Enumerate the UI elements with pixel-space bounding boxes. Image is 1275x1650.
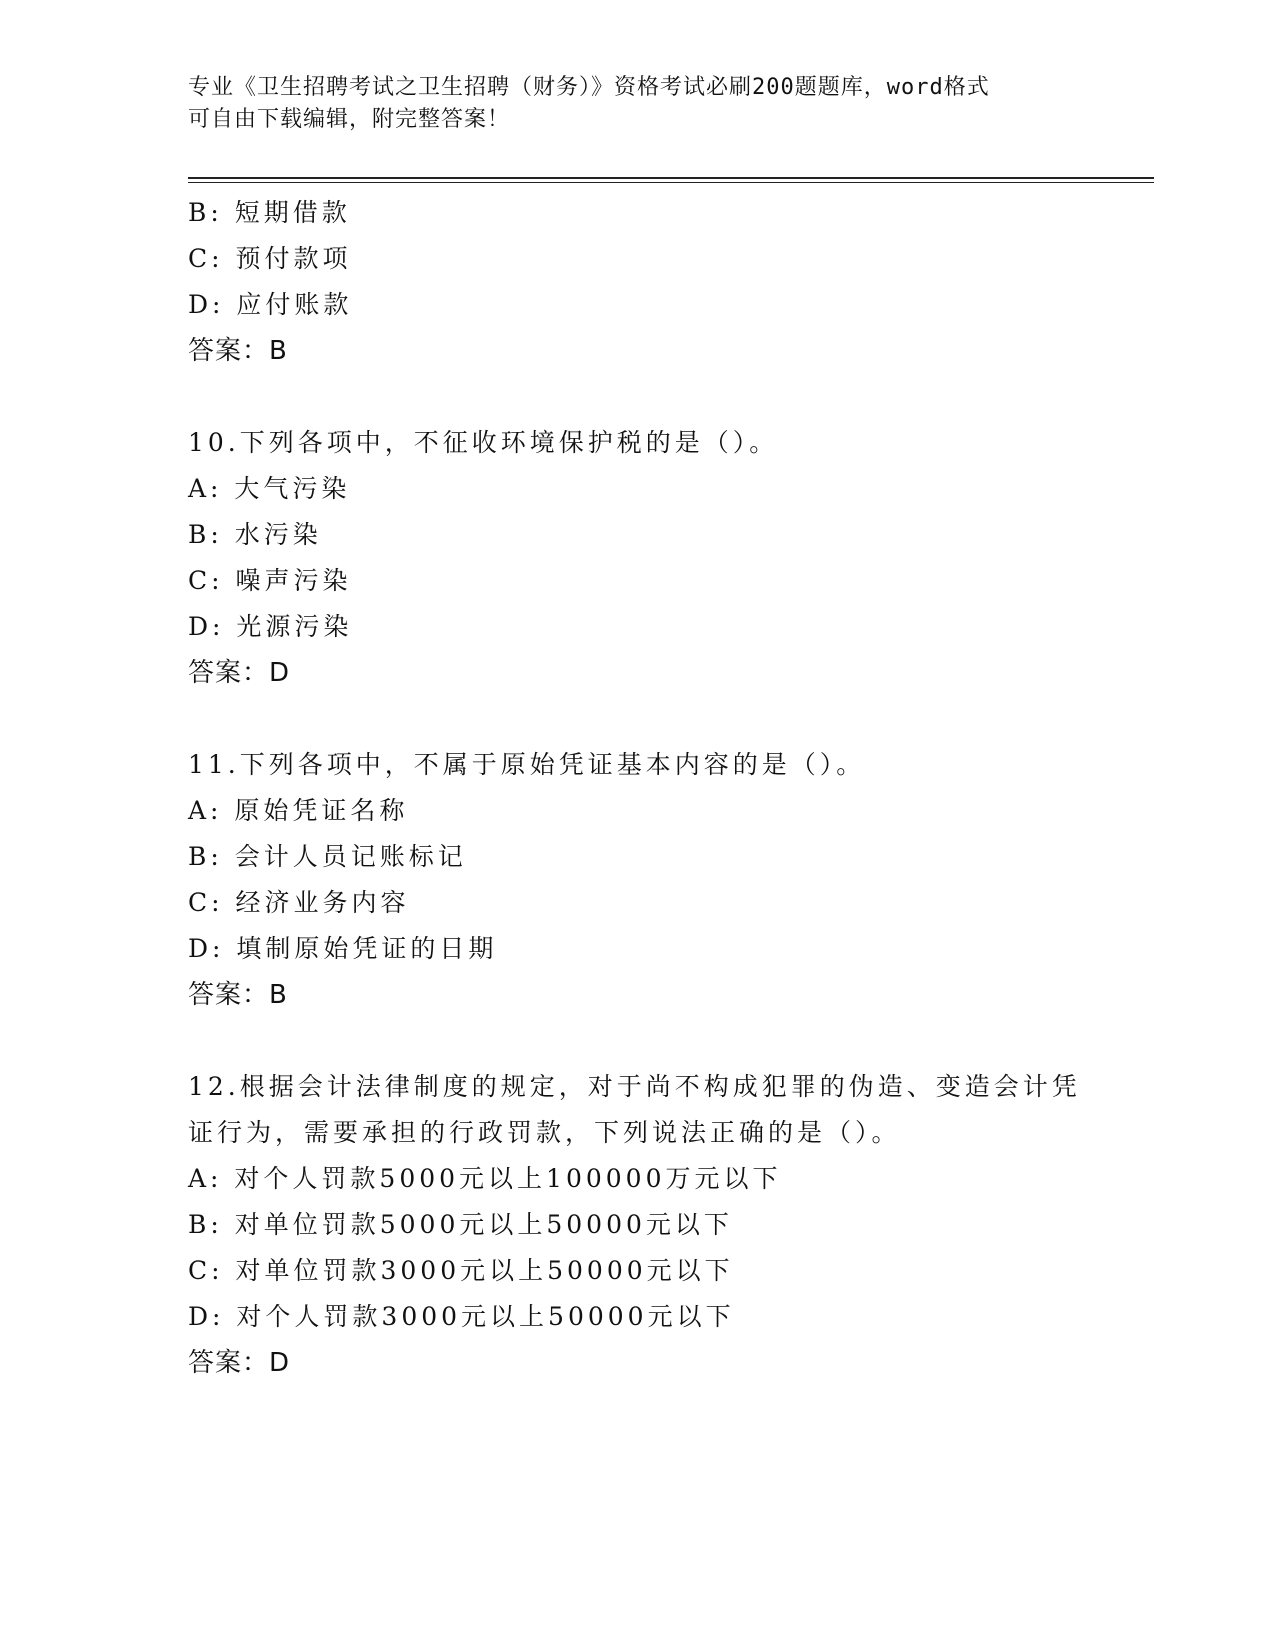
question-12 — [188, 1064, 1088, 1386]
header-divider — [188, 177, 1154, 183]
question-stem-line-2: 证行为，需要承担的行政罚款，下列说法正确的是（）。 — [188, 1118, 901, 1147]
question-stem: 10.下列各项中，不征收环境保护税的是（）。 — [188, 428, 779, 457]
option-d: D: 应付账款 — [188, 290, 353, 319]
option-c: C: 对单位罚款3000元以上50000元以下 — [188, 1256, 734, 1285]
option-b: B: 短期借款 — [188, 198, 351, 227]
spacer — [188, 374, 1088, 420]
option-d: D: 对个人罚款3000元以上50000元以下 — [188, 1302, 735, 1331]
question-10 — [188, 420, 1088, 696]
answer-line: 答案：D — [188, 1348, 291, 1378]
question-stem-line-1: 12.根据会计法律制度的规定，对于尚不构成犯罪的伪造、变造会计凭 — [188, 1072, 1081, 1101]
option-c: C: 经济业务内容 — [188, 888, 410, 917]
option-d: D: 填制原始凭证的日期 — [188, 934, 498, 963]
partial-question — [188, 190, 1088, 374]
answer-line: 答案：D — [188, 658, 291, 688]
header-line-2: 可自由下载编辑，附完整答案！ — [188, 107, 511, 132]
document-header — [188, 72, 1088, 136]
option-a: A: 对个人罚款5000元以上100000万元以下 — [188, 1164, 782, 1193]
question-stem: 11.下列各项中，不属于原始凭证基本内容的是（）。 — [188, 750, 866, 779]
option-a: A: 原始凭证名称 — [188, 796, 409, 825]
answer-line: 答案：B — [188, 336, 288, 366]
option-b: B: 会计人员记账标记 — [188, 842, 467, 871]
option-c: C: 噪声污染 — [188, 566, 352, 595]
question-11 — [188, 742, 1088, 1018]
header-line-1: 专业《卫生招聘考试之卫生招聘（财务）》资格考试必刷200题题库，word格式 — [188, 75, 990, 100]
option-d: D: 光源污染 — [188, 612, 353, 641]
option-c: C: 预付款项 — [188, 244, 352, 273]
spacer — [188, 1018, 1088, 1064]
question-content — [188, 190, 1088, 1386]
spacer — [188, 696, 1088, 742]
answer-line: 答案：B — [188, 980, 288, 1010]
option-b: B: 对单位罚款5000元以上50000元以下 — [188, 1210, 733, 1239]
option-a: A: 大气污染 — [188, 474, 351, 503]
option-b: B: 水污染 — [188, 520, 322, 549]
